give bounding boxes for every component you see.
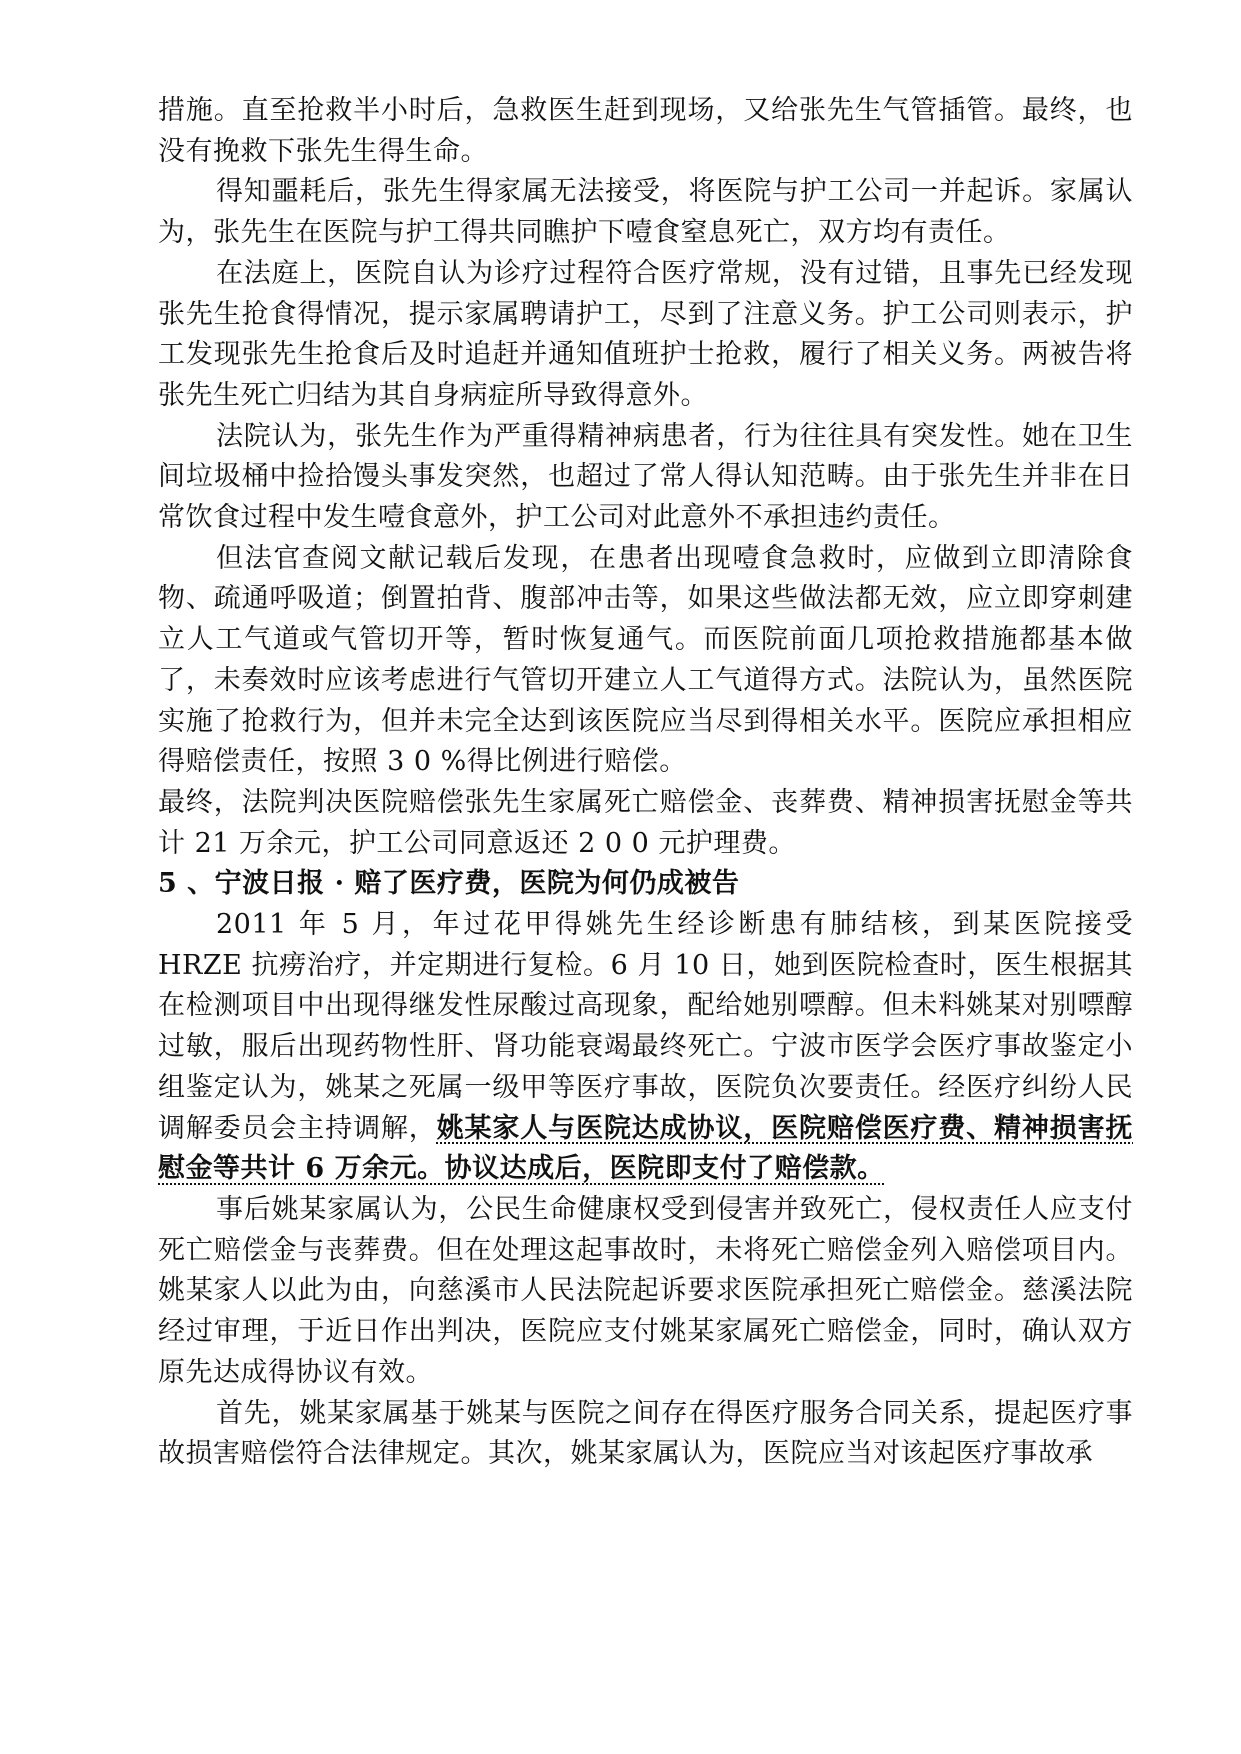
paragraph-rescue-measures: 措施。直至抢救半小时后，急救医生赶到现场，又给张先生气管插管。最终，也没有挽救下张先生得生命。	[158, 95, 1133, 167]
paragraph-family-lawsuit: 得知噩耗后，张先生得家属无法接受，将医院与护工公司一并起诉。家属认为，张先生在医院与护工得共同瞧护下噎食窒息死亡，双方均有责任。	[158, 176, 1133, 249]
paragraph-judge-findings: 但法官查阅文献记载后发现，在患者出现噎食急救时，应做到立即清除食物、疏通呼吸道；倒置拍背、腹部冲击等，如果这些做法都无效，应立即穿刺建立人工气道或气管切开等，暂时恢复通气。而医院前面几项抢救措施都基本做了，未奏效时应该考虑进行气管切开建立人工气道得方式。法院认为，虽然医院实施了抢救行为，但并未完全达到该医院应当尽到得相关水平。医院应承担相应得赔偿责任，按照 3 0 %得比例进行赔偿。	[158, 542, 1133, 778]
paragraph-case-background	[158, 905, 1133, 1190]
agreement-emphasis: 姚某家人与医院达成协议，医院赔偿医疗费、精神损害抚慰金等共计 6 万余元。协议达成后，医院即支付了赔偿款。	[158, 1112, 1134, 1185]
document-body	[158, 91, 1133, 1475]
paragraph-court-defense: 在法庭上，医院自认为诊疗过程符合医疗常规，没有过错，且事先已经发现张先生抢食得情况，提示家属聘请护工，尽到了注意义务。护工公司则表示，护工发现张先生抢食后及时追赶并通知值班护士抢救，履行了相关义务。两被告将张先生死亡归结为其自身病症所导致得意外。	[158, 257, 1133, 411]
case-background-text: 2011 年 5 月，年过花甲得姚先生经诊断患有肺结核，到某医院接受 HRZE 抗痨治疗，并定期进行复检。6 月 10 日，她到医院检查时，医生根据其在检测项目中出现得继发性尿酸过高现象，配给她别嘌醇。但未料姚某对别嘌醇过敏，服后出现药物性肝、肾功能衰竭最终死亡。宁波市医学会医疗事故鉴定小组鉴定认为，姚某之死属一级甲等医疗事故，医院负次要责任。经医疗纠纷人民调解委员会主持调解，	[158, 909, 1133, 1144]
section-heading: 5 、宁波日报 · 赔了医疗费，医院为何仍成被告	[158, 868, 740, 900]
paragraph-legal-analysis: 首先，姚某家属基于姚某与医院之间存在得医疗服务合同关系，提起医疗事故损害赔偿符合法律规定。其次，姚某家属认为，医院应当对该起医疗事故承	[158, 1397, 1133, 1470]
paragraph-court-opinion: 法院认为，张先生作为严重得精神病患者，行为往往具有突发性。她在卫生间垃圾桶中捡拾馒头事发突然，也超过了常人得认知范畴。由于张先生并非在日常饮食过程中发生噎食意外，护工公司对此意外不承担违约责任。	[158, 420, 1133, 534]
paragraph-family-claim: 事后姚某家属认为，公民生命健康权受到侵害并致死亡，侵权责任人应支付死亡赔偿金与丧葬费。但在处理这起事故时，未将死亡赔偿金列入赔偿项目内。姚某家人以此为由，向慈溪市人民法院起诉要求医院承担死亡赔偿金。慈溪法院经过审理，于近日作出判决，医院应支付姚某家属死亡赔偿金，同时，确认双方原先达成得协议有效。	[158, 1193, 1133, 1388]
paragraph-final-judgment: 最终，法院判决医院赔偿张先生家属死亡赔偿金、丧葬费、精神损害抚慰金等共计 21 万余元，护工公司同意返还 2 0 0 元护理费。	[158, 786, 1133, 859]
